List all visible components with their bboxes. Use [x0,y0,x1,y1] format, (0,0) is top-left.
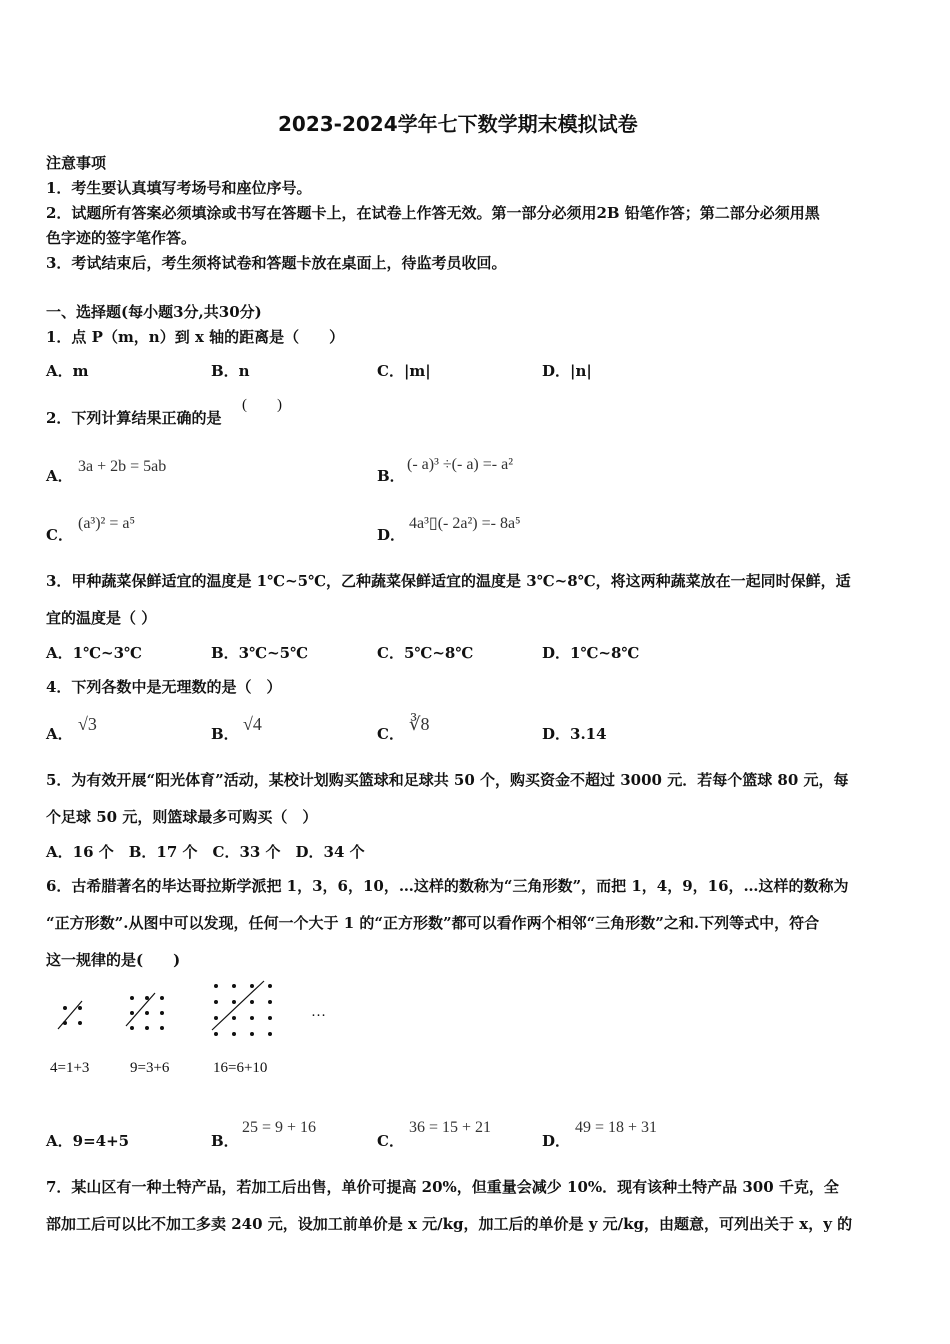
q7-stem-line1: 7．某山区有一种土特产品，若加工后出售，单价可提高 20%，但重量会减少 10%．现有该种土特产品 300 千克，全 [46,1178,839,1196]
q3-option-c: C．5℃~8℃ [377,644,474,662]
q3-option-a: A．1℃~3℃ [46,644,143,662]
q6-option-d-label: D． [542,1132,571,1150]
q6-figure-16 [208,978,283,1043]
q7-stem-line2: 部加工后可以比不加工多卖 240 元，设加工前单价是 x 元/kg，加工后的单价是 y 元/kg，由题意，可列出关于 x，y 的 [46,1215,853,1233]
q2-option-d-label: D． [377,526,406,544]
q6-option-b-label: B． [211,1132,239,1150]
q6-option-b-expr: 25 = 9 + 16 [242,1119,317,1136]
q1-option-b: B．n [211,362,250,380]
page-title: 2023-2024学年七下数学期末模拟试卷 [278,112,638,136]
notice-item: 3．考试结束后，考生须将试卷和答题卡放在桌面上，待监考员收回。 [46,254,507,272]
q2-option-a-label: A． [46,467,73,485]
q2-option-c-label: C． [46,526,73,544]
notice-item: 2．试题所有答案必须填涂或书写在答题卡上，在试卷上作答无效。第一部分必须用2B 铅笔作答；第二部分必须用黑 [46,204,820,222]
q4-option-b-label: B． [211,725,239,743]
q3-option-b: B．3℃~5℃ [211,644,309,662]
q2-option-b-expr: (- a)³ ÷(- a) =- a² [407,456,513,473]
q4-option-c-label: C． [377,725,404,743]
notice-item: 1．考生要认真填写考场号和座位序号。 [46,179,312,197]
q2-stem: 2．下列计算结果正确的是 [46,409,222,427]
q6-option-a: A．9=4+5 [46,1132,130,1150]
q2-option-d-expr: 4a³▯(- 2a²) =- 8a⁵ [409,515,521,532]
q1-option-a: A．m [46,362,89,380]
q1-stem: 1．点 P（m，n）到 x 轴的距离是（ ） [46,328,345,346]
q2-option-a-expr: 3a + 2b = 5ab [78,458,167,475]
q5-options: A．16 个 B．17 个 C．33 个 D．34 个 [46,843,365,861]
q3-option-d: D．1℃~8℃ [542,644,640,662]
q4-option-b-expr: √4 [243,714,262,734]
q2-option-b-label: B． [377,467,405,485]
q2-option-c-expr: (a³)² = a⁵ [78,515,136,532]
q2-paren: ( ) [242,397,282,413]
q4-option-d: D．3.14 [542,725,607,743]
notice-item: 色字迹的签字笔作答。 [46,229,197,247]
q6-figure-label: 9=3+6 [130,1060,170,1076]
q6-figure-4 [50,995,90,1035]
q6-figure-label: 4=1+3 [50,1060,90,1076]
q1-option-d: D．|n| [542,362,592,380]
q6-option-d-expr: 49 = 18 + 31 [575,1119,658,1136]
q6-stem-line3: 这一规律的是( ) [46,951,181,969]
q6-stem-line2: “正方形数”.从图中可以发现，任何一个大于 1 的“正方形数”都可以看作两个相邻“三角形数”之和.下列等式中，符合 [46,914,820,932]
q6-figure-9 [122,990,177,1040]
q6-option-c-expr: 36 = 15 + 21 [409,1119,492,1136]
q3-stem-line2: 宜的温度是（ ） [46,609,157,627]
q5-stem-line1: 5．为有效开展“阳光体育”活动，某校计划购买篮球和足球共 50 个，购买资金不超过 3000 元．若每个篮球 80 元，每 [46,771,849,789]
q4-option-a-label: A． [46,725,73,743]
q6-figure-ellipsis: … [311,1004,326,1020]
q4-option-c-expr: ∛8 [409,714,430,734]
q4-option-a-expr: √3 [78,714,97,734]
q6-option-c-label: C． [377,1132,404,1150]
section-heading: 一、选择题(每小题3分,共30分) [46,303,262,321]
q4-stem: 4．下列各数中是无理数的是（ ） [46,678,282,696]
q6-stem-line1: 6．古希腊著名的毕达哥拉斯学派把 1，3，6，10，…这样的数称为“三角形数”，而把 1，4，9，16，…这样的数称为 [46,877,849,895]
q5-stem-line2: 个足球 50 元，则篮球最多可购买（ ） [46,808,318,826]
q1-option-c: C．|m| [377,362,431,380]
notice-heading: 注意事项 [46,154,107,172]
q6-figure-label: 16=6+10 [213,1060,268,1076]
q3-stem-line1: 3．甲种蔬菜保鲜适宜的温度是 1℃~5℃，乙种蔬菜保鲜适宜的温度是 3℃~8℃，将这两种蔬菜放在一起同时保鲜，适 [46,572,851,590]
